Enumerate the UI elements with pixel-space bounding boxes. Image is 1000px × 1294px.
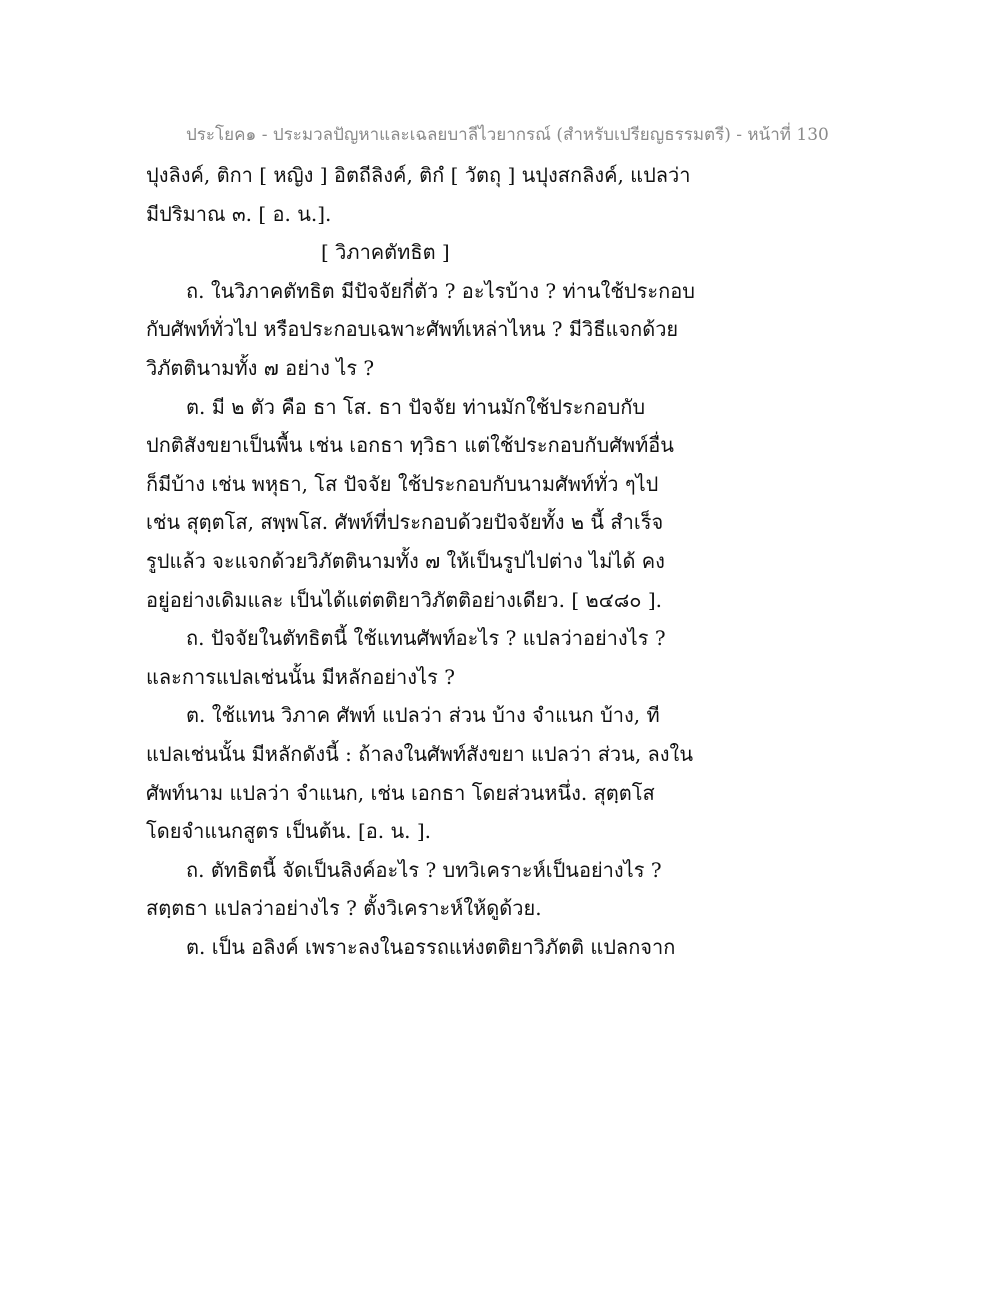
text-line: วิภัตตินามทั้ง ๗ อย่าง ไร ? xyxy=(146,355,375,380)
answer-line: ต. เป็น อลิงค์ เพราะลงในอรรถแห่งตติยาวิภัตติ แปลกจาก xyxy=(186,934,676,959)
text-line: รูปแล้ว จะแจกด้วยวิภัตตินามทั้ง ๗ ให้เป็นรูปไปต่าง ไม่ได้ คง xyxy=(146,548,665,573)
text-line: ปุงลิงค์, ติกา [ หญิง ] อิตถีลิงค์, ติกํ [ วัตถุ ] นปุงสกลิงค์, แปลว่า xyxy=(146,163,691,187)
running-header: ประโยค๑ - ประมวลปัญหาและเฉลยบาลีไวยากรณ์ (สำหรับเปรียญธรรมตรี) - หน้าที่ 130 xyxy=(186,125,829,145)
question-line: ถ. ในวิภาคตัทธิต มีปัจจัยกี่ตัว ? อะไรบ้าง ? ท่านใช้ประกอบ xyxy=(186,278,695,303)
question-line: ถ. ปัจจัยในตัทธิตนี้ ใช้แทนศัพท์อะไร ? แปลว่าอย่างไร ? xyxy=(186,626,666,651)
text-line: สตฺตธา แปลว่าอย่างไร ? ตั้งวิเคราะห์ให้ดูด้วย. xyxy=(146,896,542,921)
section-heading: [ วิภาคตัทธิต ] xyxy=(321,240,450,265)
answer-line: ต. มี ๒ ตัว คือ ธา โส. ธา ปัจจัย ท่านมักใช้ประกอบกับ xyxy=(186,394,646,419)
text-line: กับศัพท์ทั่วไป หรือประกอบเฉพาะศัพท์เหล่าไหน ? มีวิธีแจกด้วย xyxy=(146,317,679,342)
text-line: มีปริมาณ ๓. [ อ. น.]. xyxy=(146,201,332,226)
text-line: ศัพท์นาม แปลว่า จำแนก, เช่น เอกธา โดยส่วนหนึ่ง. สุตฺตโส xyxy=(146,780,655,805)
text-line: เช่น สุตฺตโส, สพฺพโส. ศัพท์ที่ประกอบด้วยปัจจัยทั้ง ๒ นี้ สำเร็จ xyxy=(146,510,664,535)
body-text xyxy=(146,156,695,966)
answer-line: ต. ใช้แทน วิภาค ศัพท์ แปลว่า ส่วน บ้าง จำแนก บ้าง, ที xyxy=(186,703,660,728)
text-line: แปลเช่นนั้น มีหลักดังนี้ : ถ้าลงในศัพท์สังขยา แปลว่า ส่วน, ลงใน xyxy=(146,741,693,766)
text-line: ปกติสังขยาเป็นพื้น เช่น เอกธา ทฺวิธา แต่ใช้ประกอบกับศัพท์อื่น xyxy=(146,433,674,458)
text-line: โดยจำแนกสูตร เป็นต้น. [อ. น. ]. xyxy=(146,819,432,844)
question-line: ถ. ตัทธิตนี้ จัดเป็นลิงค์อะไร ? บทวิเคราะห์เป็นอย่างไร ? xyxy=(186,857,662,882)
text-line: และการแปลเช่นนั้น มีหลักอย่างไร ? xyxy=(146,664,455,689)
text-line: ก็มีบ้าง เช่น พหุธา, โส ปัจจัย ใช้ประกอบกับนามศัพท์ทั่ว ๆไป xyxy=(146,471,659,496)
text-line: อยู่อย่างเดิมและ เป็นได้แต่ตติยาวิภัตติอย่างเดียว. [ ๒๔๘๐ ]. xyxy=(146,587,663,612)
